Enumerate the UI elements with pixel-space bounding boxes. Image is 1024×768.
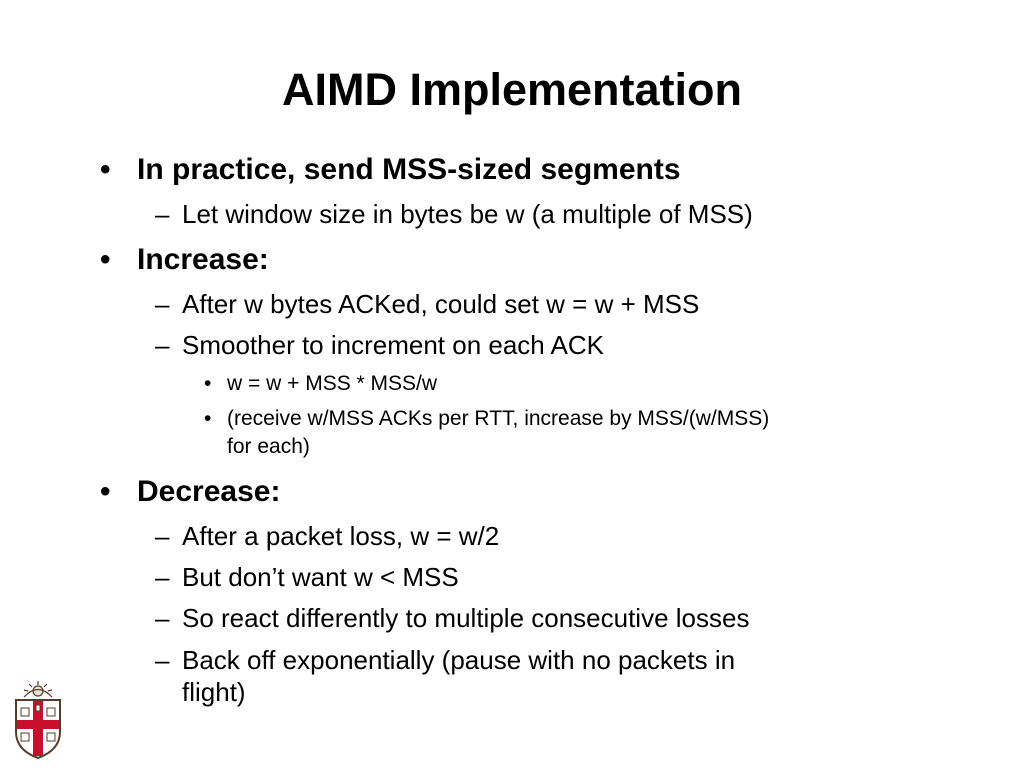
sub-bullet-after-w-bytes: After w bytes ACKed, could set w = w + MSS	[182, 289, 700, 319]
sub-bullet-smoother: Smoother to increment on each ACK	[182, 330, 605, 360]
bullet-marker: •	[100, 475, 111, 508]
slide-title: AIMD Implementation	[281, 64, 743, 115]
sub-sub-bullet-receive-line2: for each)	[227, 435, 310, 458]
dash-marker: –	[155, 603, 170, 633]
sub-bullet-react-differently: So react differently to multiple consecutive losses	[182, 603, 750, 633]
bullet-in-practice: In practice, send MSS-sized segments	[137, 153, 681, 186]
dash-marker: –	[155, 289, 170, 319]
bullet-marker: •	[100, 153, 111, 186]
sub-bullet-dont-want: But don’t want w < MSS	[182, 562, 459, 592]
dash-marker: –	[155, 562, 170, 592]
dash-marker: –	[155, 521, 170, 551]
sub-sub-bullet-receive-line1: (receive w/MSS ACKs per RTT, increase by MSS/(w/MSS)	[227, 407, 770, 430]
sub-bullet-packet-loss: After a packet loss, w = w/2	[182, 521, 500, 551]
dash-marker: –	[155, 330, 170, 360]
sub-sub-bullet-formula: w = w + MSS * MSS/w	[227, 372, 438, 395]
bullet-marker-small: •	[204, 372, 212, 395]
sub-bullet-back-off-line2: flight)	[182, 677, 246, 707]
dash-marker: –	[155, 199, 170, 229]
bullet-increase: Increase:	[137, 243, 269, 276]
sun-crest	[24, 681, 52, 697]
bullet-marker-small: •	[204, 407, 212, 430]
bullet-marker: •	[100, 243, 111, 276]
sub-bullet-back-off-line1: Back off exponentially (pause with no packets in	[182, 645, 736, 675]
university-shield-icon	[12, 680, 64, 760]
dash-marker: –	[155, 645, 170, 675]
bullet-decrease: Decrease:	[137, 475, 281, 508]
sub-bullet-window-size: Let window size in bytes be w (a multiple of MSS)	[182, 199, 753, 229]
